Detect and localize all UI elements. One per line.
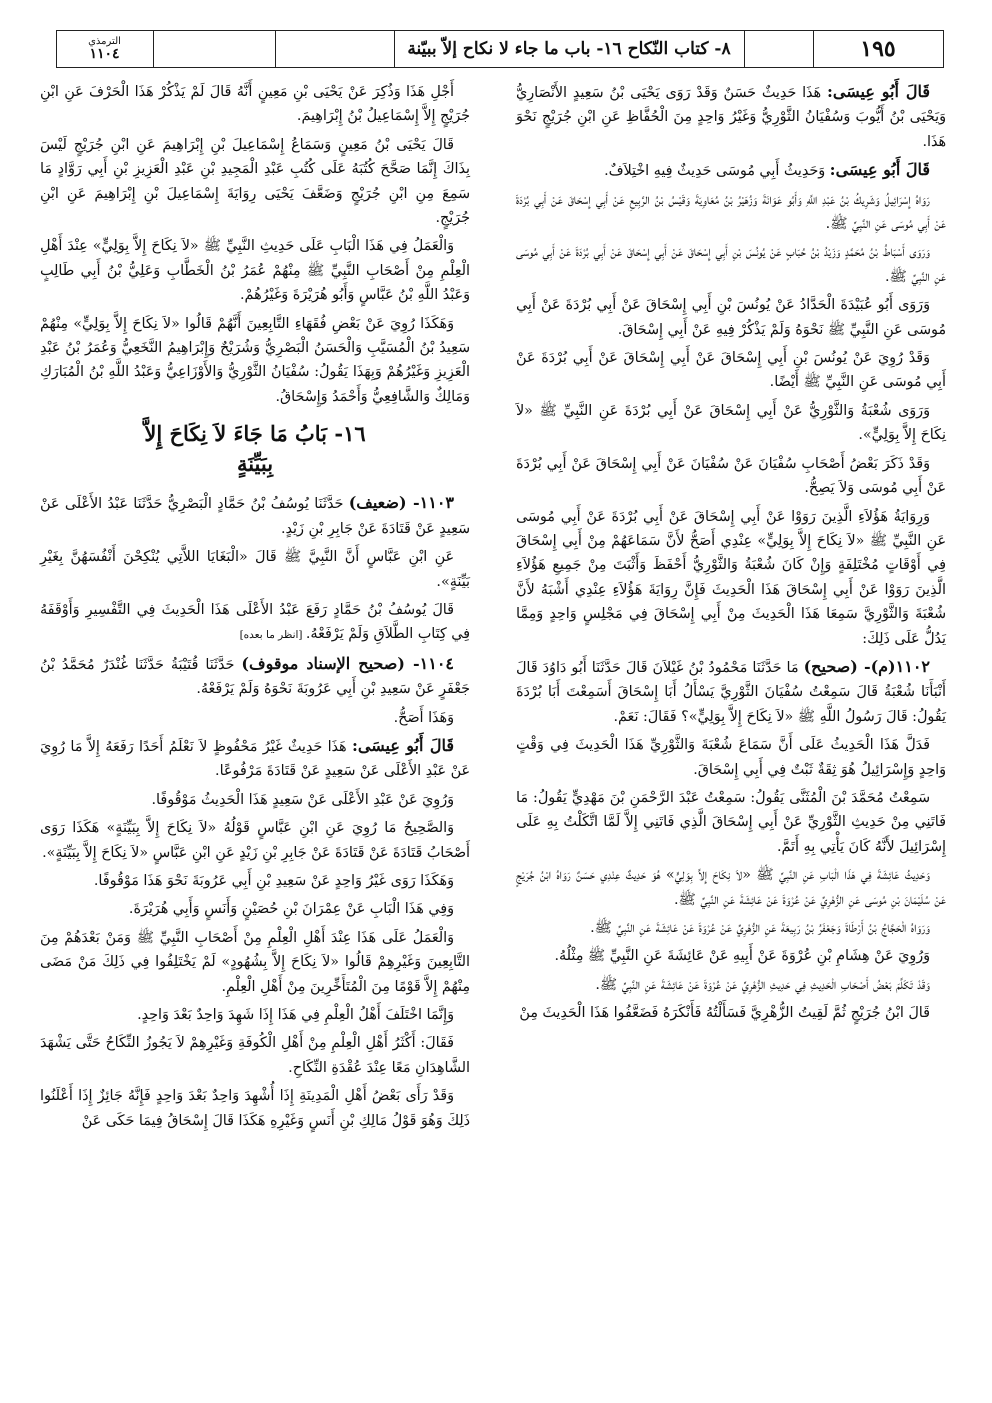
left-column (40, 80, 470, 1383)
paragraph-text: فَدَلَّ هَذَا الْحَدِيثُ عَلَى أَنَّ سَمَاعَ شُعْبَةَ وَالثَّوْرِيِّ هَذَا الْحَدِيثَ فِي وَقْتٍ وَاحِدٍ وَإِسْرَائِيلُ هُوَ ثِقَةٌ ثَبْتٌ فِي أَبِي إِسْحَاقَ. (516, 737, 946, 778)
paragraph-text: وَرَوَى أَسْبَاطُ بْنُ مُحَمَّدٍ وَزَيْدُ بْنُ حُبَابٍ عَنْ يُونُسَ بْنِ أَبِي إِسْحَاقَ عَنْ أَبِي إِسْحَاقَ عَنْ أَبِي بُرْدَةَ عَنْ أَبِي مُوسَى عَنِ النَّبِيِّ ﷺ. (516, 244, 946, 285)
paragraph (40, 788, 470, 812)
paragraph (516, 240, 946, 289)
paragraph (516, 1001, 946, 1025)
cross-reference-note: [انظر ما بعده] (239, 629, 306, 642)
paragraph (516, 293, 946, 342)
paragraph-text: وَقَدْ تَكَلَّمَ بَعْضُ أَصْحَابِ الْحَدِيثِ فِي حَدِيثِ الزُّهْرِيِّ عَنْ عُرْوَةَ عَنْ عَائِشَةَ عَنِ النَّبِيِّ ﷺ. (595, 976, 930, 993)
paragraph-text: حَدَّثَنَا يُوسُفُ بْنُ حَمَّادٍ الْبَصْرِيُّ حَدَّثَنَا عَبْدُ الأَعْلَى عَنْ سَعِيدٍ عَنْ قَتَادَةَ عَنْ جَابِرِ بْنِ زَيْدٍ. (40, 496, 470, 537)
paragraph-text: قَالَ ابْنُ جُرَيْجٍ ثُمَّ لَقِيتُ الزُّهْرِيَّ فَسَأَلْتُهُ فَأَنْكَرَهُ فَضَعَّفُوا هَذَا الْحَدِيثَ مِنْ (519, 1005, 930, 1022)
paragraph-text: وَالْعَمَلُ فِي هَذَا الْبَابِ عَلَى حَدِيثِ النَّبِيِّ ﷺ «لاَ نِكَاحَ إِلاَّ بِوَلِيٍّ» عِنْدَ أَهْلِ الْعِلْمِ مِنْ أَصْحَابِ النَّبِيِّ ﷺ مِنْهُمْ عُمَرُ بْنُ الْخَطَّابِ وَعَلِيُّ بْنُ أَبِي طَالِبٍ وَعَبْدُ اللَّهِ بْنُ عَبَّاسٍ وَأَبُو هُرَيْرَةَ وَغَيْرُهُمْ. (40, 238, 470, 304)
paragraph-text: وَالصَّحِيحُ مَا رُوِيَ عَنِ ابْنِ عَبَّاسٍ قَوْلُهُ «لاَ نِكَاحَ إِلاَّ بِبَيِّنَةٍ» هَكَذَا رَوَى أَصْحَابُ قَتَادَةَ عَنْ قَتَادَةَ عَنْ جَابِرِ بْنِ زَيْدٍ عَنِ ابْنِ عَبَّاسٍ «لاَ نِكَاحَ إِلاَّ بِبَيِّنَةٍ». (40, 820, 470, 861)
paragraph-text: هَذَا حَدِيثٌ حَسَنٌ وَقَدْ رَوَى يَحْيَى بْنُ سَعِيدٍ الأَنْصَارِيُّ وَيَحْيَى بْنُ أَيُّوبَ وَسُفْيَانُ الثَّوْرِيُّ وَغَيْرُ وَاحِدٍ مِنَ الْحُفَّاظِ عَنِ ابْنِ جُرَيْجٍ نَحْوَ هَذَا. (516, 85, 946, 150)
paragraph-text: وَقَدْ رَأَى بَعْضُ أَهْلِ الْمَدِينَةِ إِذَا أُشْهِدَ وَاحِدٌ بَعْدَ وَاحِدٍ فَإِنَّهُ جَائِزٌ إِذَا أَعْلَنُوا ذَلِكَ وَهُوَ قَوْلُ مَالِكِ بْنِ أَنَسٍ وَغَيْرِهِ هَكَذَا قَالَ إِسْحَاقُ فِيمَا حَكَى عَنْ (40, 1088, 470, 1129)
paragraph (516, 158, 946, 183)
paragraph-text: وَهَذَا أَصَحُّ. (393, 709, 454, 726)
paragraph-lead: ١١٠٣- (ضعيف) (348, 493, 455, 513)
paragraph-text: سَمِعْتُ مُحَمَّدَ بْنَ الْمُثَنَّى يَقُولُ: سَمِعْتُ عَبْدَ الرَّحْمَنِ بْنَ مَهْدِيٍّ يَقُولُ: مَا فَاتَنِي مِنْ حَدِيثِ الثَّوْرِيِّ عَنْ أَبِي إِسْحَاقَ الَّذِي فَاتَنِي إِلاَّ لَمَّا اتَّكَلْتُ بِهِ عَلَى إِسْرَائِيلَ لأَنَّهُ كَانَ يَأْتِي بِهِ أَتَمَّ. (516, 789, 946, 855)
paragraph (516, 399, 946, 448)
right-column (516, 80, 946, 1383)
paragraph (516, 452, 946, 501)
paragraph (40, 816, 470, 865)
paragraph-text: وَرِوَايَةُ هَؤُلاَءِ الَّذِينَ رَوَوْا عَنْ أَبِي إِسْحَاقَ عَنْ أَبِي بُرْدَةَ عَنْ أَبِي مُوسَى عَنِ النَّبِيِّ ﷺ «لاَ نِكَاحَ إِلاَّ بِوَلِيٍّ» عِنْدِي أَصَحُّ لأَنَّ سَمَاعَهُمْ مِنْ أَبِي إِسْحَاقَ فِي أَوْقَاتٍ مُخْتَلِفَةٍ وَإِنْ كَانَ شُعْبَةُ وَالثَّوْرِيُّ أَحْفَظَ وَأَثْبَتَ مِنْ جَمِيعِ هَؤُلاَءِ الَّذِينَ رَوَوْا عَنْ أَبِي إِسْحَاقَ هَذَا الْحَدِيثَ فَإِنَّ رِوَايَةَ هَؤُلاَءِ عِنْدِي أَشْبَهُ لأَنَّ شُعْبَةَ وَالثَّوْرِيَّ سَمِعَا هَذَا الْحَدِيثَ مِنْ أَبِي إِسْحَاقَ فِي مَجْلِسٍ وَاحِدٍ وَمِمَّا يَدُلُّ عَلَى ذَلِكَ: (516, 508, 946, 647)
paragraph-text: مَا حَدَّثَنَا مَحْمُودُ بْنُ غَيْلاَنَ قَالَ حَدَّثَنَا أَبُو دَاوُدَ قَالَ أَنْبَأَنَا شُعْبَةُ قَالَ سَمِعْتُ سُفْيَانَ الثَّوْرِيَّ يَسْأَلُ أَبَا إِسْحَاقَ أَسَمِعْتَ أَبَا بُرْدَةَ يَقُولُ: قَالَ رَسُولُ اللَّهِ ﷺ «لاَ نِكَاحَ إِلاَّ بِوَلِيٍّ»؟ فَقَالَ: نَعَمْ. (516, 659, 946, 725)
paragraph-text: هَذَا حَدِيثٌ غَيْرُ مَحْفُوظٍ لاَ نَعْلَمُ أَحَدًا رَفَعَهُ إِلاَّ مَا رُوِيَ عَنْ عَبْدِ الأَعْلَى عَنْ سَعِيدٍ عَنْ قَتَادَةَ مَرْفُوعًا. (40, 738, 470, 780)
paragraph-text: فَقَالَ: أَكْثَرُ أَهْلِ الْعِلْمِ مِنْ أَهْلِ الْكُوفَةِ وَغَيْرِهِمْ لاَ يَجُوزُ النِّكَاحُ حَتَّى يَشْهَدَ الشَّاهِدَانِ مَعًا عِنْدَ عُقْدَةِ النِّكَاحِ. (40, 1035, 470, 1076)
paragraph (40, 133, 470, 231)
left-column-upper (40, 80, 470, 409)
paragraph-text: وَرَوَاهُ الْحَجَّاجُ بْنُ أَرْطَاةَ وَجَعْفَرُ بْنُ رَبِيعَةَ عَنِ الزُّهْرِيِّ عَنْ عُرْوَةَ عَنْ عَائِشَةَ عَنِ النَّبِيِّ ﷺ. (590, 920, 930, 936)
paragraph-lead: قَالَ أَبُو عِيسَى: (829, 160, 930, 180)
paragraph-text: وَرُوِيَ عَنْ هِشَامِ بْنِ عُرْوَةَ عَنْ أَبِيهِ عَنْ عَائِشَةَ عَنِ النَّبِيِّ ﷺ مِثْلُهُ. (554, 948, 930, 965)
paragraph (40, 1003, 470, 1027)
paragraph-text: وَهَكَذَا رُوِيَ عَنْ بَعْضِ فُقَهَاءِ التَّابِعِينَ أَنَّهُمْ قَالُوا «لاَ نِكَاحَ إِلاَّ بِوَلِيٍّ» مِنْهُمْ سَعِيدُ بْنُ الْمُسَيَّبِ وَالْحَسَنُ الْبَصْرِيُّ وَشُرَيْحٌ وَإِبْرَاهِيمُ النَّخَعِيُّ وَعُمَرُ بْنُ عَبْدِ الْعَزِيزِ وَغَيْرُهُمْ وَبِهَذَا يَقُولُ: سُفْيَانُ الثَّوْرِيُّ وَالأَوْزَاعِيُّ وَعَبْدُ اللَّهِ بْنُ الْمُبَارَكِ وَمَالِكٌ وَالشَّافِعِيُّ وَأَحْمَدُ وَإِسْحَاقُ. (40, 315, 470, 405)
paragraph-text: وَقَدْ ذَكَرَ بَعْضُ أَصْحَابِ سُفْيَانَ عَنْ سُفْيَانَ عَنْ أَبِي إِسْحَاقَ عَنْ أَبِي بُرْدَةَ عَنْ أَبِي مُوسَى وَلاَ يَصِحُّ. (516, 455, 946, 497)
paragraph-text: وَرُوِيَ عَنْ عَبْدِ الأَعْلَى عَنْ سَعِيدٍ هَذَا الْحَدِيثُ مَوْقُوفًا. (151, 791, 454, 808)
paragraph (516, 655, 946, 729)
chapter-heading-line2: بِبَيِّنَةٍ (236, 451, 274, 477)
paragraph-text: قَالَ يَحْيَى بْنُ مَعِينٍ وَسَمَاعُ إِسْمَاعِيلَ بْنِ إِبْرَاهِيمَ عَنِ ابْنِ جُرَيْجٍ لَيْسَ بِذَاكَ إِنَّمَا صَحَّحَ كُتُبَهُ عَلَى كُتُبِ عَبْدِ الْمَجِيدِ بْنِ عَبْدِ الْعَزِيزِ بْنِ أَبِي رَوَّادٍ مَا سَمِعَ مِنِ ابْنِ جُرَيْجٍ وَضَعَّفَ يَحْيَى رِوَايَةَ إِسْمَاعِيلَ بْنِ إِبْرَاهِيمَ عَنِ ابْنِ جُرَيْجٍ. (40, 136, 471, 227)
source-label: الترمذي (88, 36, 121, 47)
header-empty-cell (275, 30, 395, 68)
paragraph (516, 505, 946, 651)
page-header (48, 30, 944, 68)
paragraph-text: وَحَدِيثُ عَائِشَةَ فِي هَذَا الْبَابِ عَنِ النَّبِيِّ ﷺ «لاَ نِكَاحَ إِلاَّ بِوَلِيٍّ» هُوَ حَدِيثٌ عِنْدِي حَسَنٌ رَوَاهُ ابْنُ جُرَيْجٍ عَنْ سُلَيْمَانَ بْنِ مُوسَى عَنِ الزُّهْرِيِّ عَنْ عُرْوَةَ عَنْ عَائِشَةَ عَنِ النَّبِيِّ ﷺ. (516, 867, 946, 908)
paragraph (40, 1031, 470, 1080)
paragraph-text: وَحَدِيثُ أَبِي مُوسَى حَدِيثٌ فِيهِ اخْتِلاَفٌ. (604, 163, 830, 180)
paragraph-lead: قَالَ أَبُو عِيسَى: (351, 735, 455, 755)
paragraph-lead: ١١٠٤- (صحيح الإسناد موقوف) (241, 653, 454, 673)
paragraph-text: قَالَ يُوسُفُ بْنُ حَمَّادٍ رَفَعَ عَبْدُ الأَعْلَى هَذَا الْحَدِيثَ فِي التَّفْسِيرِ وَأَوْقَفَهُ فِي كِتَابِ الطَّلاَقِ وَلَمْ يَرْفَعْهُ. (40, 601, 470, 643)
chapter-heading-line1: ١٦- بَابُ مَا جَاءَ لاَ نِكَاحَ إِلاَّ (144, 421, 366, 447)
page-number: ١٩٥ (812, 30, 944, 68)
paragraph (40, 706, 470, 730)
running-title: ٨- كتاب النّكاح ١٦- باب ما جاء لا نكاح إلاّ ببيّنة (393, 30, 745, 68)
paragraph-text: وَهَكَذَا رَوَى غَيْرُ وَاحِدٍ عَنْ سَعِيدِ بْنِ أَبِي عَرُوبَةَ نَحْوَ هَذَا مَوْقُوفًا. (93, 872, 454, 889)
paragraph (40, 926, 470, 999)
chapter-heading (40, 419, 470, 479)
paragraph-text: عَنِ ابْنِ عَبَّاسٍ أَنَّ النَّبِيَّ ﷺ قَالَ «الْبَغَايَا اللاَّتِي يُنْكِحْنَ أَنْفُسَهُنَّ بِغَيْرِ بَيِّنَةٍ». (40, 549, 470, 590)
paragraph (40, 734, 470, 784)
paragraph (516, 916, 946, 940)
paragraph (40, 545, 470, 594)
paragraph-text: وَرَوَى أَبُو عُبَيْدَةَ الْحَدَّادُ عَنْ يُونُسَ بْنِ أَبِي إِسْحَاقَ عَنْ أَبِي بُرْدَةَ عَنْ أَبِي مُوسَى عَنِ النَّبِيِّ ﷺ نَحْوَهُ وَلَمْ يَذْكُرْ فِيهِ عَنْ أَبِي إِسْحَاقَ. (516, 297, 946, 338)
header-empty-cell (744, 30, 814, 68)
paragraph (40, 491, 470, 541)
paragraph-text: وَفِي هَذَا الْبَابِ عَنْ عِمْرَانَ بْنِ حُصَيْنٍ وَأَنَسٍ وَأَبِي هُرَيْرَةَ. (128, 901, 454, 918)
paragraph (516, 188, 946, 237)
left-column-lower (40, 491, 470, 1133)
paragraph (40, 598, 470, 648)
paragraph-text: وَقَدْ رُوِيَ عَنْ يُونُسَ بْنِ أَبِي إِسْحَاقَ عَنْ أَبِي إِسْحَاقَ عَنْ أَبِي بُرْدَةَ عَنْ أَبِي مُوسَى عَنِ النَّبِيِّ ﷺ أَيْضًا. (516, 350, 946, 391)
header-empty-cell (152, 30, 276, 68)
paragraph-text: أَجْلِ هَذَا وَذُكِرَ عَنْ يَحْيَى بْنِ مَعِينٍ أَنَّهُ قَالَ لَمْ يَذْكُرْ هَذَا الْحَرْفَ عَنِ ابْنِ جُرَيْجٍ إِلاَّ إِسْمَاعِيلُ بْنُ إِبْرَاهِيمَ. (40, 84, 470, 125)
paragraph-text: رَوَاهُ إِسْرَائِيلُ وَشَرِيكُ بْنُ عَبْدِ اللَّهِ وَأَبُو عَوَانَةَ وَزُهَيْرُ بْنُ مُعَاوِيَةَ وَقَيْسُ بْنُ الرَّبِيعِ عَنْ أَبِي إِسْحَاقَ عَنْ أَبِي بُرْدَةَ عَنْ أَبِي مُوسَى عَنِ النَّبِيِّ ﷺ. (516, 191, 946, 233)
paragraph (40, 652, 470, 702)
paragraph-text: وَإِنَّمَا اخْتَلَفَ أَهْلُ الْعِلْمِ فِي هَذَا إِذَا شَهِدَ وَاحِدٌ بَعْدَ وَاحِدٍ. (137, 1007, 454, 1023)
source-number: ١١٠٤ (89, 46, 120, 62)
paragraph (516, 80, 946, 154)
source-reference (56, 30, 154, 68)
paragraph (40, 80, 470, 129)
paragraph (516, 786, 946, 859)
paragraph (40, 869, 470, 893)
paragraph-text: حَدَّثَنَا قُتَيْبَةُ حَدَّثَنَا غُنْدَرٌ مُحَمَّدُ بْنُ جَعْفَرٍ عَنْ سَعِيدِ بْنِ أَبِي عَرُوبَةَ نَحْوَهُ وَلَمْ يَرْفَعْهُ. (40, 656, 470, 698)
paragraph (516, 733, 946, 782)
paragraph (40, 234, 470, 307)
paragraph-text: وَالْعَمَلُ عَلَى هَذَا عِنْدَ أَهْلِ الْعِلْمِ مِنْ أَصْحَابِ النَّبِيِّ ﷺ وَمَنْ بَعْدَهُمْ مِنَ التَّابِعِينَ وَغَيْرِهِمْ قَالُوا «لاَ نِكَاحَ إِلاَّ بِشُهُودٍ» لَمْ يَخْتَلِفُوا فِي ذَلِكَ مَنْ مَضَى مِنْهُمْ إِلاَّ قَوْمًا مِنَ الْمُتَأَخِّرِينَ مِنْ أَهْلِ الْعِلْمِ. (40, 929, 470, 995)
paragraph (40, 1084, 470, 1133)
paragraph (516, 863, 946, 912)
paragraph-lead: ١١٠٢(م)- (صحيح) (803, 656, 930, 676)
paragraph (40, 312, 470, 410)
paragraph (516, 973, 946, 997)
paragraph (516, 944, 946, 968)
paragraph (40, 897, 470, 921)
paragraph-lead: قَالَ أَبُو عِيسَى: (826, 82, 931, 101)
paragraph (516, 346, 946, 395)
paragraph-text: وَرَوَى شُعْبَةُ وَالثَّوْرِيُّ عَنْ أَبِي إِسْحَاقَ عَنْ أَبِي بُرْدَةَ عَنِ النَّبِيِّ ﷺ «لاَ نِكَاحَ إِلاَّ بِوَلِيٍّ». (516, 402, 946, 444)
